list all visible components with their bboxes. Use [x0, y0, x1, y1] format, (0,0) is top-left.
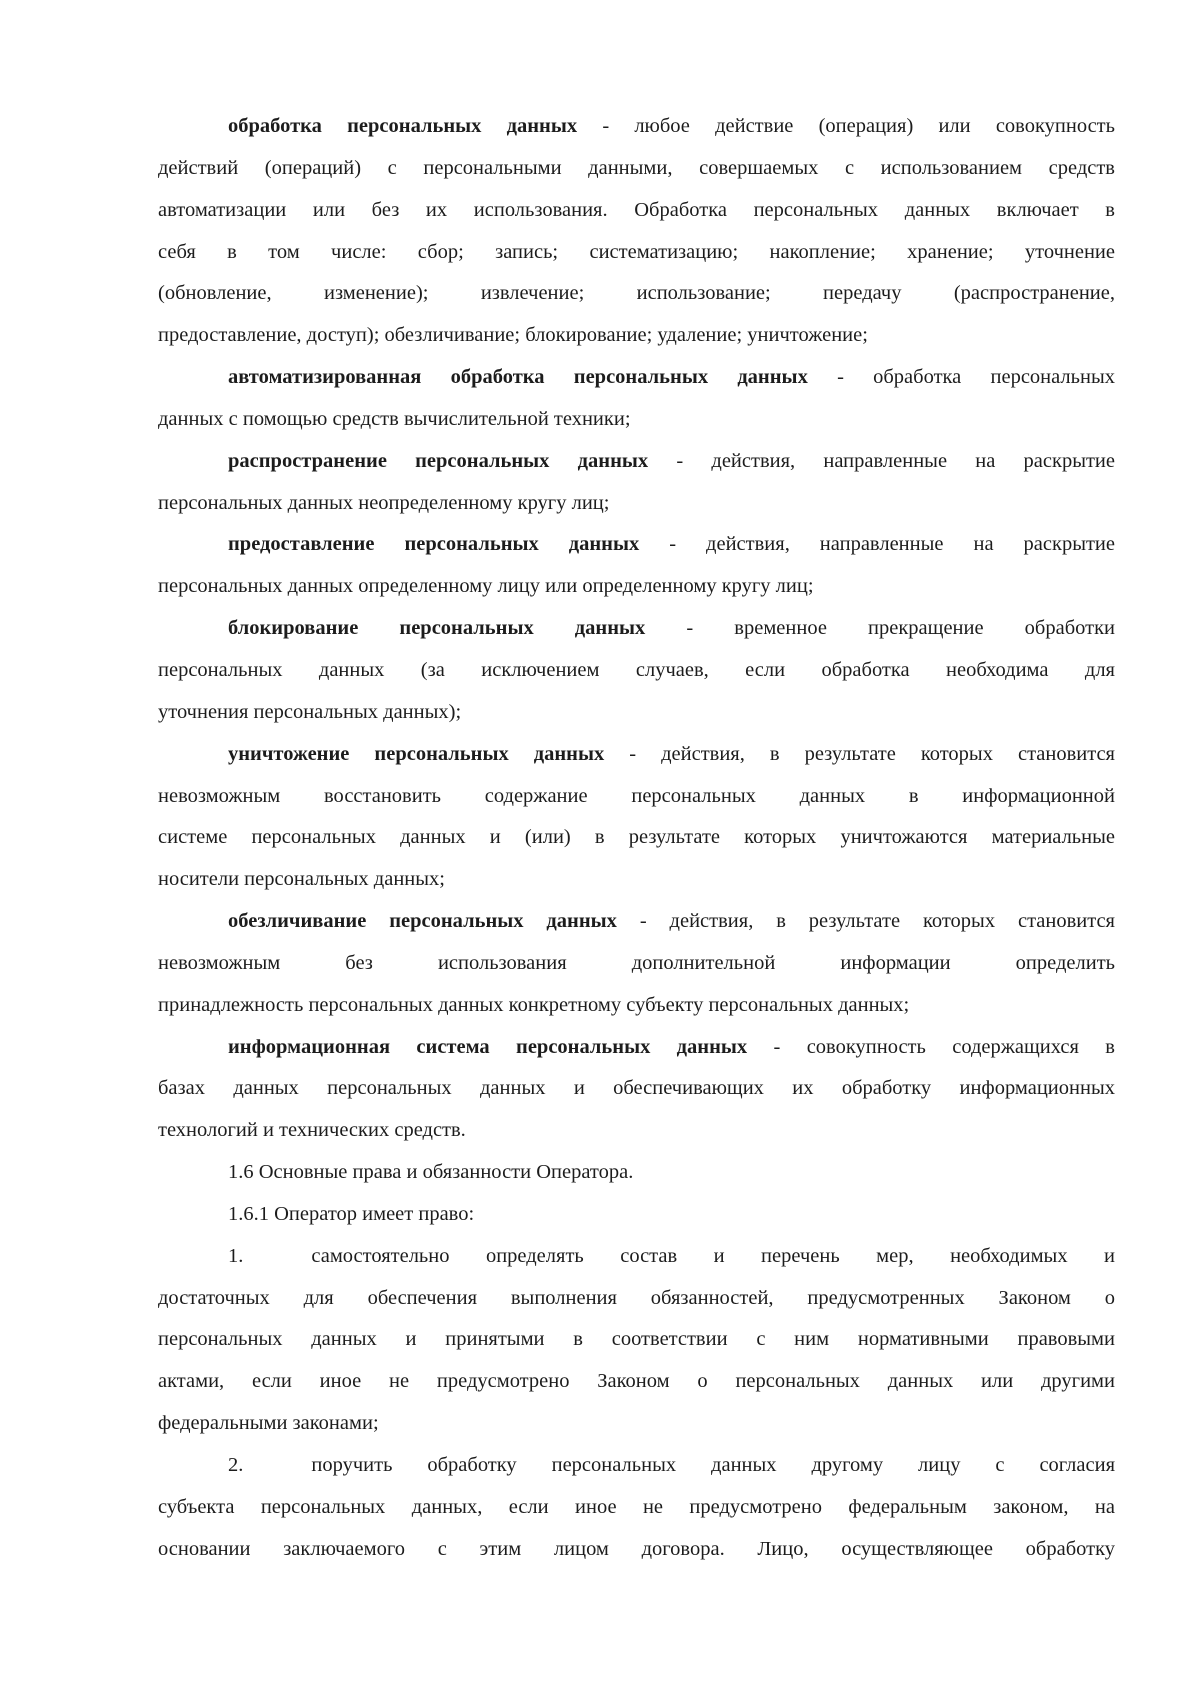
- text-line: предоставление, доступ); обезличивание; блокирование; удаление; уничтожение;: [158, 324, 868, 347]
- text-line: принадлежность персональных данных конкретному субъекту персональных данных;: [158, 993, 910, 1016]
- text-line: основании заключаемого с этим лицом договора. Лицо, осуществляющее обработку: [158, 1537, 1115, 1560]
- text-line: автоматизированная обработка персональных данных - обработка персональных: [228, 366, 1115, 389]
- paragraph: [158, 1194, 1115, 1236]
- text-line: носители персональных данных;: [158, 868, 445, 891]
- text-line: 1.6.1 Оператор имеет право:: [228, 1202, 475, 1225]
- definition-paragraph: [158, 106, 1115, 357]
- text-line: 2. поручить обработку персональных данных другому лицу с согласия: [228, 1454, 1115, 1476]
- text-line: невозможным восстановить содержание персональных данных в информационной: [158, 784, 1115, 807]
- text-line: уничтожение персональных данных - действия, в результате которых становится: [228, 742, 1115, 765]
- definition-term: уничтожение персональных данных: [228, 742, 605, 765]
- text-line: информационная система персональных данных - совокупность содержащихся в: [228, 1035, 1115, 1058]
- definition-paragraph: [158, 608, 1115, 734]
- definition-paragraph: [158, 441, 1115, 525]
- text-line: обработка персональных данных - любое действие (операция) или совокупность: [228, 115, 1115, 137]
- definition-term: распространение персональных данных: [228, 449, 649, 472]
- text-line: достаточных для обеспечения выполнения обязанностей, предусмотренных Законом о: [158, 1286, 1115, 1309]
- text-line: базах данных персональных данных и обеспечивающих их обработку информационных: [158, 1077, 1115, 1100]
- text-line: персональных данных (за исключением случаев, если обработка необходима для: [158, 658, 1115, 681]
- text-line: персональных данных определенному лицу или определенному кругу лиц;: [158, 575, 814, 598]
- list-number: 2.: [228, 1454, 244, 1476]
- text-line: автоматизации или без их использования. Обработка персональных данных включает в: [158, 198, 1115, 221]
- definition-term: блокирование персональных данных: [228, 617, 646, 640]
- text-line: обезличивание персональных данных - действия, в результате которых становится: [228, 910, 1115, 933]
- definition-paragraph: [158, 524, 1115, 608]
- numbered-paragraph: [158, 1236, 1115, 1445]
- definition-paragraph: [158, 901, 1115, 1027]
- text-line: системе персональных данных и (или) в результате которых уничтожаются материальные: [158, 826, 1115, 849]
- text-line: федеральными законами;: [158, 1412, 379, 1435]
- text-line: данных с помощью средств вычислительной техники;: [158, 407, 631, 430]
- text-line: себя в том числе: сбор; запись; систематизацию; накопление; хранение; уточнение: [158, 240, 1115, 263]
- text-line: субъекта персональных данных, если иное не предусмотрено федеральным законом, на: [158, 1495, 1115, 1518]
- text-line: невозможным без использования дополнительной информации определить: [158, 951, 1115, 974]
- text-line: технологий и технических средств.: [158, 1119, 466, 1142]
- definition-paragraph: [158, 1027, 1115, 1153]
- text-line: блокирование персональных данных - временное прекращение обработки: [228, 617, 1115, 640]
- definition-paragraph: [158, 357, 1115, 441]
- text-line: предоставление персональных данных - действия, направленные на раскрытие: [228, 533, 1115, 556]
- text-line: актами, если иное не предусмотрено Законом о персональных данных или другими: [158, 1370, 1115, 1393]
- text-line: действий (операций) с персональными данными, совершаемых с использованием средств: [158, 156, 1115, 179]
- paragraph: [158, 1152, 1115, 1194]
- definition-term: предоставление персональных данных: [228, 533, 640, 556]
- text-line: распространение персональных данных - действия, направленные на раскрытие: [228, 449, 1115, 472]
- list-number: 1.: [228, 1244, 244, 1267]
- text-line: персональных данных и принятыми в соответствии с ним нормативными правовыми: [158, 1328, 1115, 1351]
- text-line: уточнения персональных данных);: [158, 700, 462, 723]
- text-line: (обновление, изменение); извлечение; использование; передачу (распространение,: [158, 282, 1115, 305]
- numbered-paragraph: [158, 1445, 1115, 1571]
- text-line: персональных данных неопределенному кругу лиц;: [158, 491, 610, 514]
- definition-term: автоматизированная обработка персональных данных: [228, 366, 808, 389]
- definition-term: обработка персональных данных: [228, 115, 578, 137]
- definition-term: информационная система персональных данных: [228, 1035, 748, 1058]
- text-line: 1.6 Основные права и обязанности Оператора.: [228, 1161, 634, 1184]
- text-line: 1. самостоятельно определять состав и перечень мер, необходимых и: [228, 1244, 1115, 1267]
- document-body: [158, 106, 1115, 1571]
- definition-term: обезличивание персональных данных: [228, 910, 617, 933]
- definition-paragraph: [158, 734, 1115, 901]
